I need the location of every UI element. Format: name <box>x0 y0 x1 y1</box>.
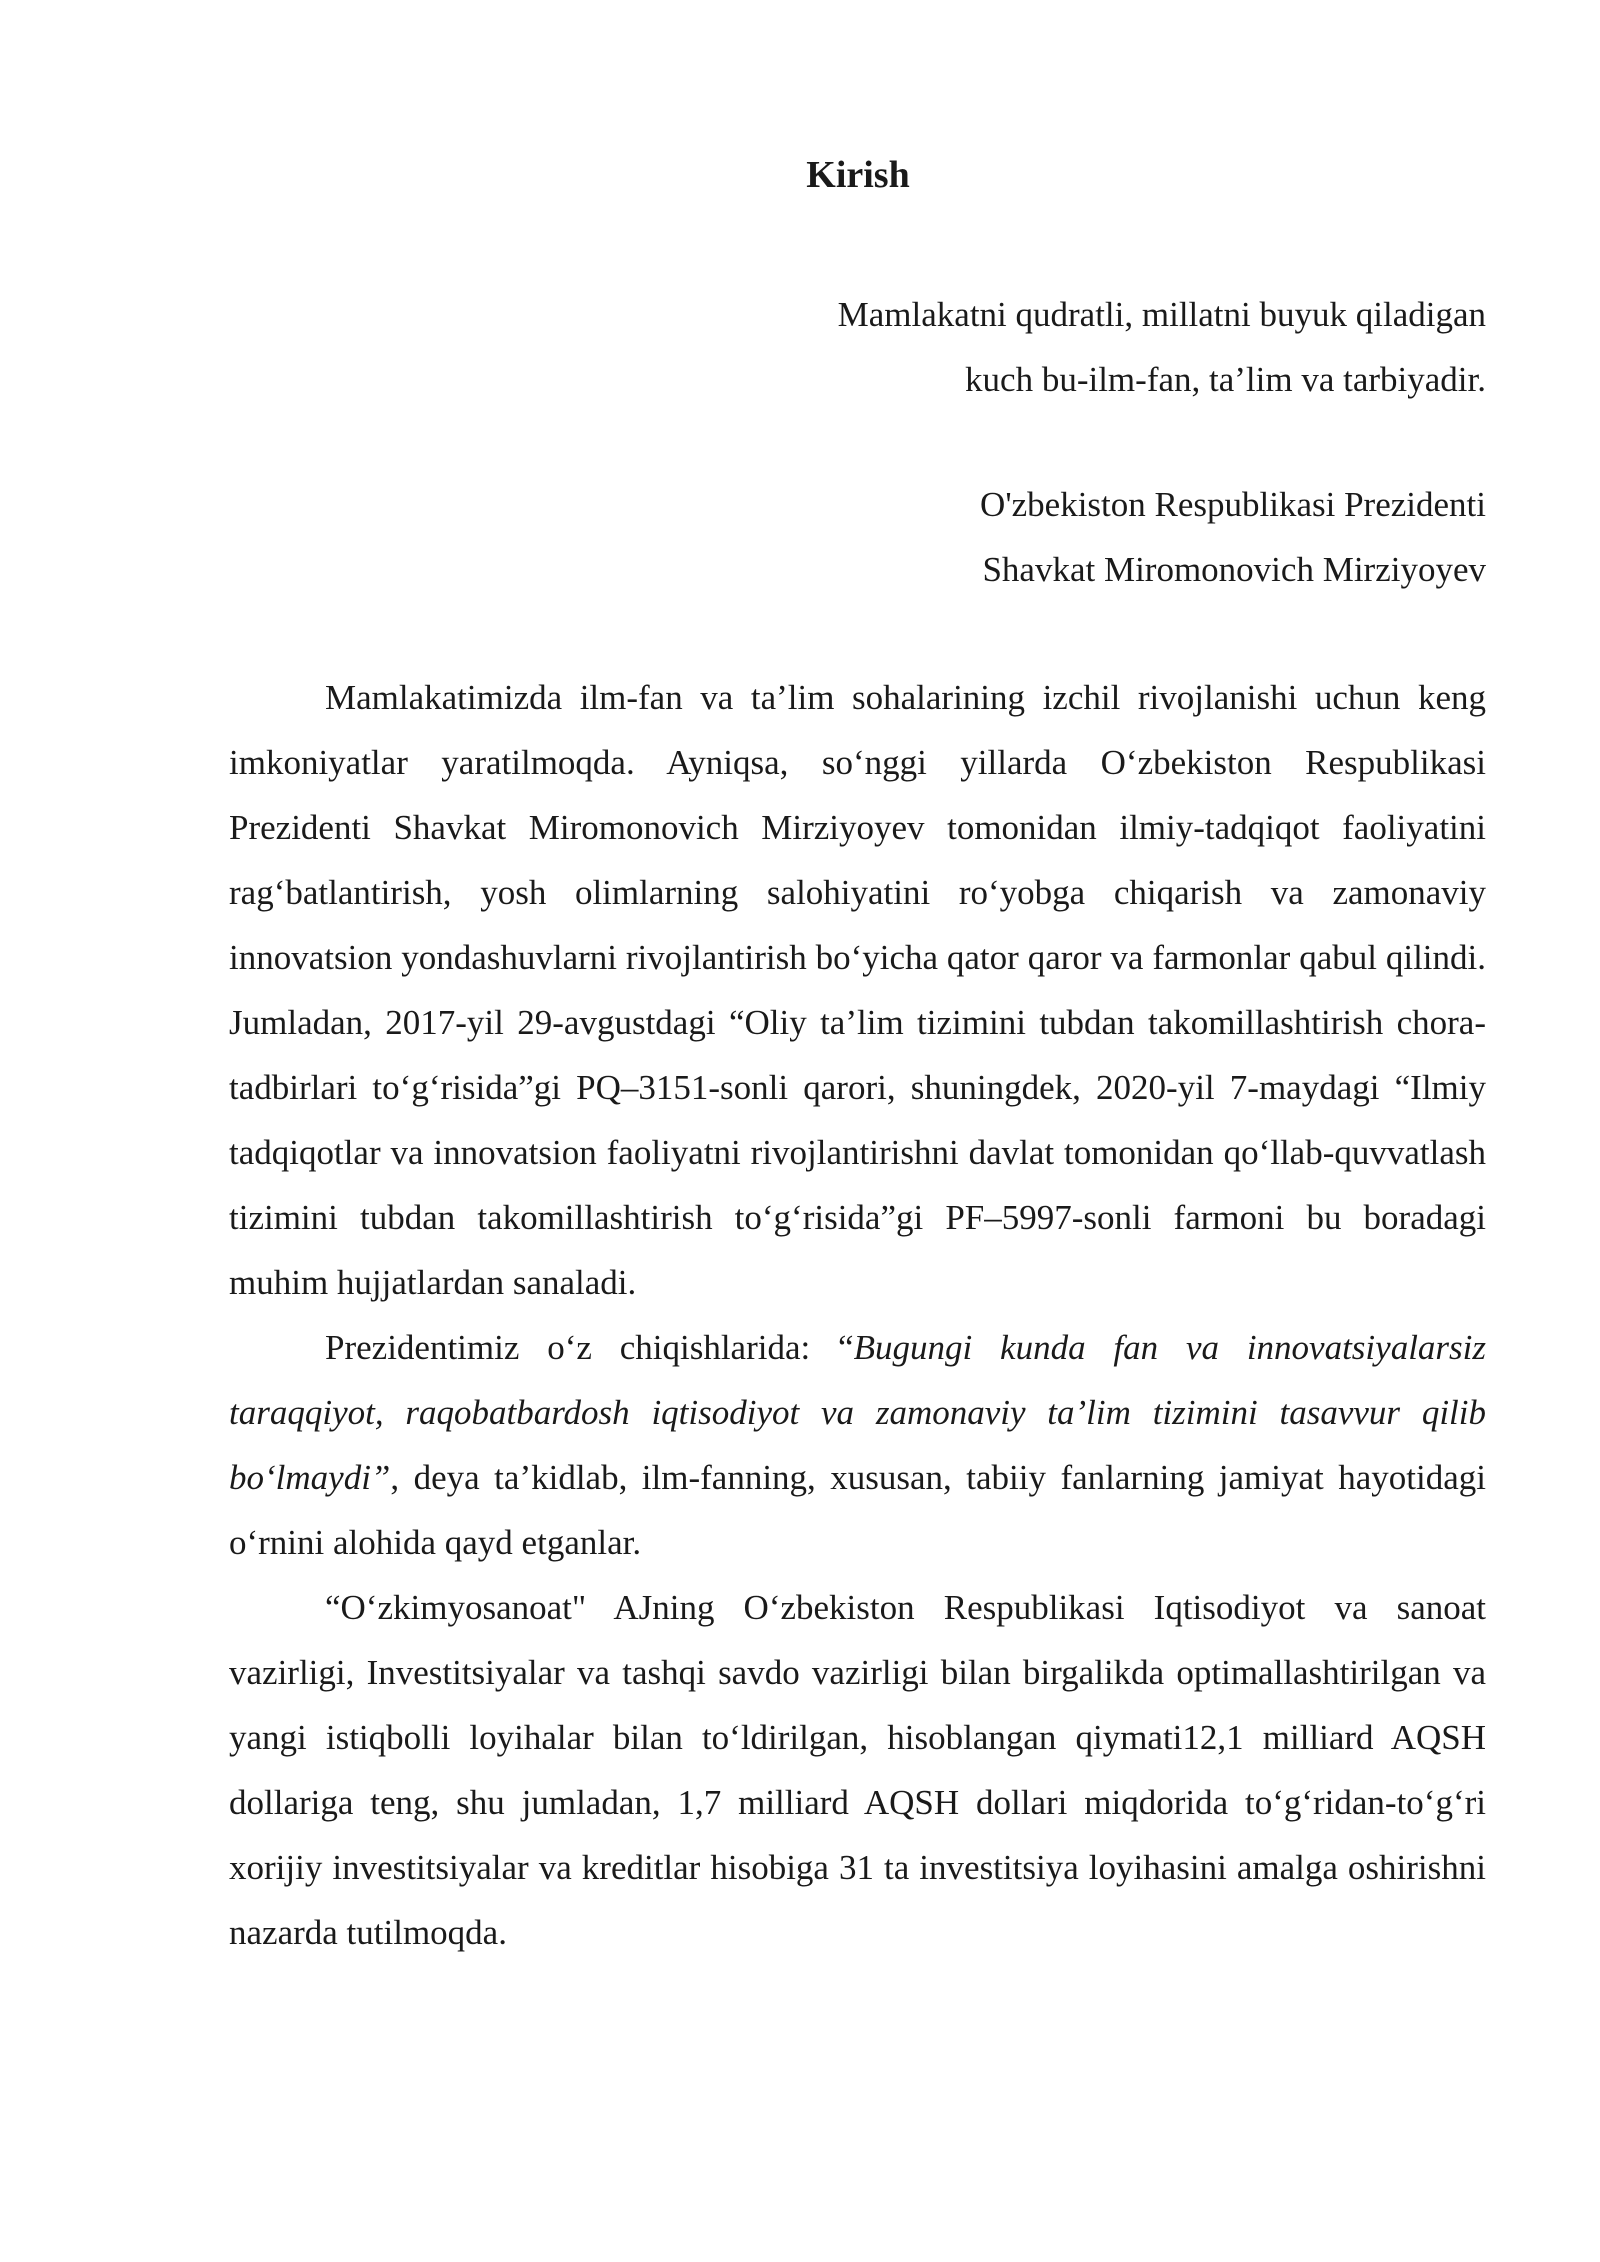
epigraph-line-1: Mamlakatni qudratli, millatni buyuk qiladigan <box>837 295 1486 334</box>
attribution-line-1: O'zbekiston Respublikasi Prezidenti <box>980 485 1486 524</box>
paragraph-3: “O‘zkimyosanoat" AJning O‘zbekiston Respublikasi Iqtisodiyot va sanoat vazirligi, Investitsiyalar va tashqi savdo vazirligi bilan birgalikda optimallashtirilgan va yangi istiqbolli loyihalar bilan to‘ldirilgan, hisoblangan qiymati12,1 milliard AQSH dollariga teng, shu jumladan, 1,7 milliard AQSH dollari miqdorida to‘g‘ridan-to‘g‘ri xorijiy investitsiyalar va kreditlar hisobiga 31 ta investitsiya loyihasini amalga oshirishni nazarda tutilmoqda. <box>229 1588 1486 1952</box>
paragraph-2-lead: Prezidentimiz o‘z chiqishlarida: “ <box>325 1328 854 1367</box>
president-quote: Bugungi kunda fan va innovatsiyalarsiz taraqqiyot, raqobatbardosh iqtisodiyot va zamonaviy ta’lim tizimini tasavvur qilib bo‘lmaydi” <box>229 1328 1487 1497</box>
paragraph-2-tail: , deya ta’kidlab, ilm-fanning, xususan, tabiiy fanlarning jamiyat hayotidagi o‘rnini alohida qayd etganlar. <box>229 1458 1486 1562</box>
page-title: Kirish <box>806 154 910 196</box>
body-text <box>229 665 1486 1965</box>
epigraph <box>586 282 1486 412</box>
attribution-line-2: Shavkat Miromonovich Mirziyoyev <box>982 550 1486 589</box>
paragraph-1: Mamlakatimizda ilm-fan va ta’lim sohalarining izchil rivojlanishi uchun keng imkoniyatlar yaratilmoqda. Ayniqsa, so‘nggi yillarda O‘zbekiston Respublikasi Prezidenti Shavkat Miromonovich Mirziyoyev tomonidan ilmiy-tadqiqot faoliyatini rag‘batlantirish, yosh olimlarning salohiyatini ro‘yobga chiqarish va zamonaviy innovatsion yondashuvlarni rivojlantirish bo‘yicha qator qaror va farmonlar qabul qilindi. Jumladan, 2017-yil 29-avgustdagi “Oliy ta’lim tizimini tubdan takomillashtirish chora-tadbirlari to‘g‘risida”gi PQ–3151-sonli qarori, shuningdek, 2020-yil 7-maydagi “Ilmiy tadqiqotlar va innovatsion faoliyatni rivojlantirishni davlat tomonidan qo‘llab-quvvatlash tizimini tubdan takomillashtirish to‘g‘risida”gi PF–5997-sonli farmoni bu boradagi muhim hujjatlardan sanaladi. <box>229 678 1486 1302</box>
paragraph-2 <box>229 1315 1486 1575</box>
epigraph-attribution <box>586 472 1486 602</box>
epigraph-line-2: kuch bu-ilm-fan, ta’lim va tarbiyadir. <box>965 360 1486 399</box>
